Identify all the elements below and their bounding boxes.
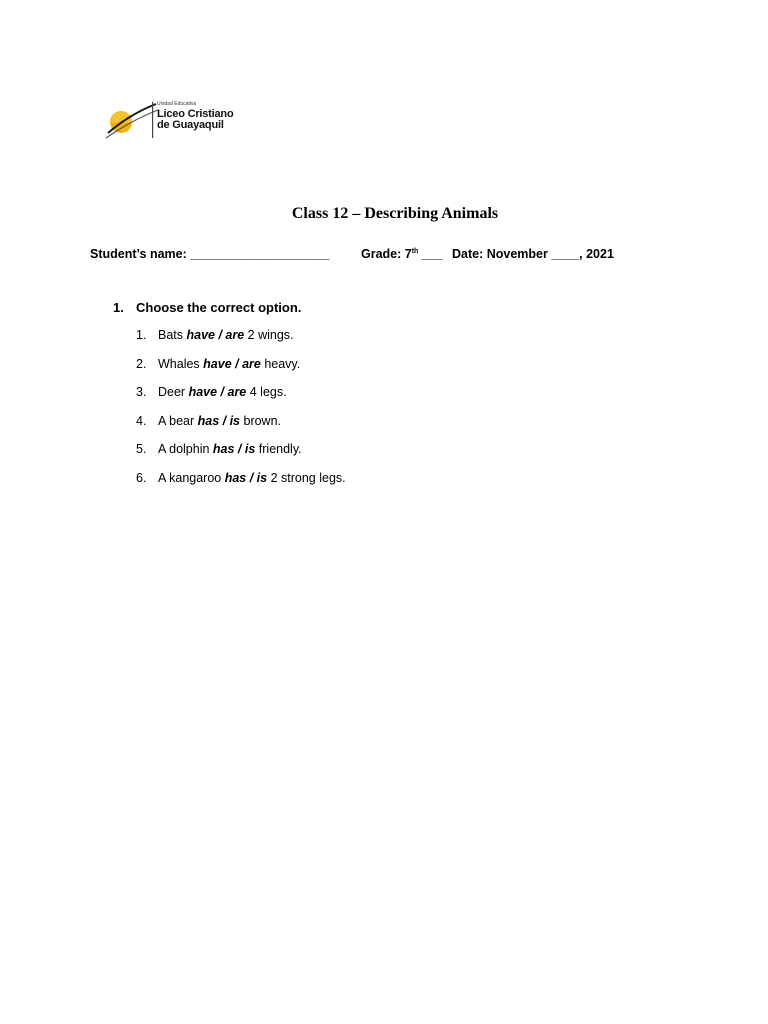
- item-sentence: A kangaroo has / is 2 strong legs.: [158, 471, 346, 485]
- sun-emblem-icon: [104, 100, 159, 142]
- logo-name-line2: de Guayaquil: [157, 119, 224, 131]
- choice-options: has / is: [197, 414, 241, 428]
- page-title: Class 12 – Describing Animals: [291, 205, 499, 222]
- student-name-field: Student’s name: ____________________: [90, 247, 330, 261]
- choice-options: has / is: [212, 442, 256, 456]
- grade-superscript: th: [411, 247, 419, 255]
- item-sentence: Deer have / are 4 legs.: [158, 385, 287, 399]
- student-info-row: [90, 247, 730, 265]
- item-number: 6.: [136, 471, 147, 485]
- grade-field: [361, 247, 443, 261]
- grade-label: Grade: 7: [361, 247, 412, 261]
- item-sentence: Whales have / are heavy.: [158, 357, 301, 371]
- question-number: 1.: [113, 300, 124, 315]
- logo-name-line1: Liceo Cristiano: [157, 108, 234, 120]
- date-field: Date: November ____, 2021: [452, 247, 614, 261]
- school-logo: [104, 100, 254, 142]
- item-sentence: A bear has / is brown.: [158, 414, 282, 428]
- item-number: 3.: [136, 385, 147, 399]
- item-sentence: A dolphin has / is friendly.: [158, 442, 302, 456]
- item-sentence: Bats have / are 2 wings.: [158, 328, 294, 342]
- question-text: Choose the correct option.: [136, 300, 302, 315]
- item-number: 5.: [136, 442, 147, 456]
- item-number: 1.: [136, 328, 147, 342]
- choice-options: have / are: [203, 357, 261, 371]
- choice-options: has / is: [224, 471, 268, 485]
- item-number: 2.: [136, 357, 147, 371]
- choice-options: have / are: [188, 385, 247, 399]
- logo-subtitle: Unidad Educativa: [157, 101, 197, 107]
- choice-options: have / are: [186, 328, 245, 342]
- item-number: 4.: [136, 414, 147, 428]
- grade-blank: ___: [418, 247, 443, 261]
